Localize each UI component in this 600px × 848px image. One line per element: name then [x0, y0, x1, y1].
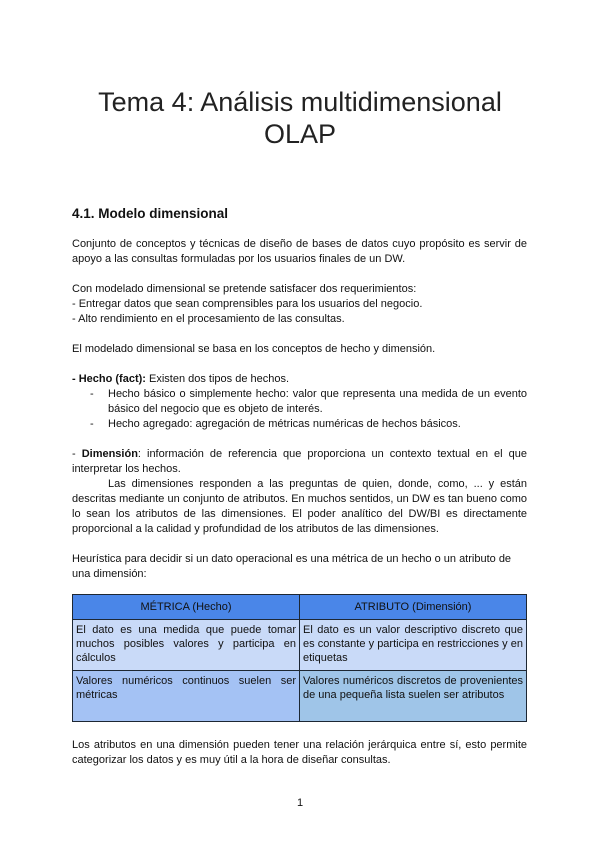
- hecho-definition: [72, 372, 527, 387]
- document-body: [72, 206, 527, 768]
- dimension-label: Dimensión: [81, 448, 138, 460]
- requirement-item: - Entregar datos que sean comprensibles para los usuarios del negocio.: [72, 298, 423, 310]
- document-title: [0, 86, 600, 150]
- title-line-1: Tema 4: Análisis multidimensional: [98, 87, 502, 117]
- dimension-definition: [72, 447, 527, 477]
- dimension-text: : información de referencia que proporciona un contexto textual en el que interpretar los hechos.: [72, 448, 527, 475]
- list-item: - Hecho básico o simplemente hecho: valor que representa una medida de un evento básico del negocio que es objeto de interés.: [108, 387, 527, 417]
- table-header-row: [73, 595, 527, 620]
- hecho-text: Existen dos tipos de hechos.: [145, 373, 290, 385]
- dim-prefix: -: [72, 448, 82, 460]
- hecho-list: [72, 387, 527, 432]
- page-number: 1: [296, 797, 304, 809]
- list-item: - Hecho agregado: agregación de métricas numéricas de hechos básicos.: [108, 417, 527, 432]
- title-line-2: OLAP: [263, 119, 337, 149]
- metric-attribute-table: [72, 594, 527, 722]
- table-row: [73, 620, 527, 671]
- table-header: MÉTRICA (Hecho): [73, 595, 300, 620]
- table-cell: Valores numéricos continuos suelen ser métricas: [73, 671, 300, 722]
- heuristic-paragraph: Heurística para decidir si un dato operacional es una métrica de un hecho o un atributo de una dimensión:: [72, 553, 512, 580]
- table-header: ATRIBUTO (Dimensión): [300, 595, 527, 620]
- dimension-paragraph: Las dimensiones responden a las preguntas de quien, donde, como, ... y están descritas mediante un conjunto de atributos. En muchos sentidos, un DW es tan bueno como lo sean los atributos de las dimensiones. El poder analítico del DW/BI es directamente proporcional a la calidad y profundidad de los atributos de las dimensiones.: [72, 478, 527, 535]
- requirement-item: - Alto rendimiento en el procesamiento de las consultas.: [72, 313, 345, 325]
- table-cell: Valores numéricos discretos de provenientes de una pequeña lista suelen ser atributos: [300, 671, 527, 722]
- table-cell: El dato es un valor descriptivo discreto que es constante y participa en restricciones y en etiquetas: [300, 620, 527, 671]
- final-paragraph: Los atributos en una dimensión pueden tener una relación jerárquica entre sí, esto permite categorizar los datos y es muy útil a la hora de diseñar consultas.: [72, 739, 527, 766]
- paragraph-definition: Conjunto de conceptos y técnicas de diseño de bases de datos cuyo propósito es servir de apoyo a las consultas formuladas por los usuarios finales de un DW.: [72, 238, 527, 265]
- section-heading: 4.1. Modelo dimensional: [72, 206, 229, 221]
- paragraph-requirements-intro: Con modelado dimensional se pretende satisfacer dos requerimientos:: [72, 283, 417, 295]
- table-row: [73, 671, 527, 722]
- paragraph-concepts: El modelado dimensional se basa en los conceptos de hecho y dimensión.: [72, 343, 436, 355]
- table-cell: El dato es una medida que puede tomar muchos posibles valores y participa en cálculos: [73, 620, 300, 671]
- hecho-label: - Hecho (fact):: [72, 373, 146, 385]
